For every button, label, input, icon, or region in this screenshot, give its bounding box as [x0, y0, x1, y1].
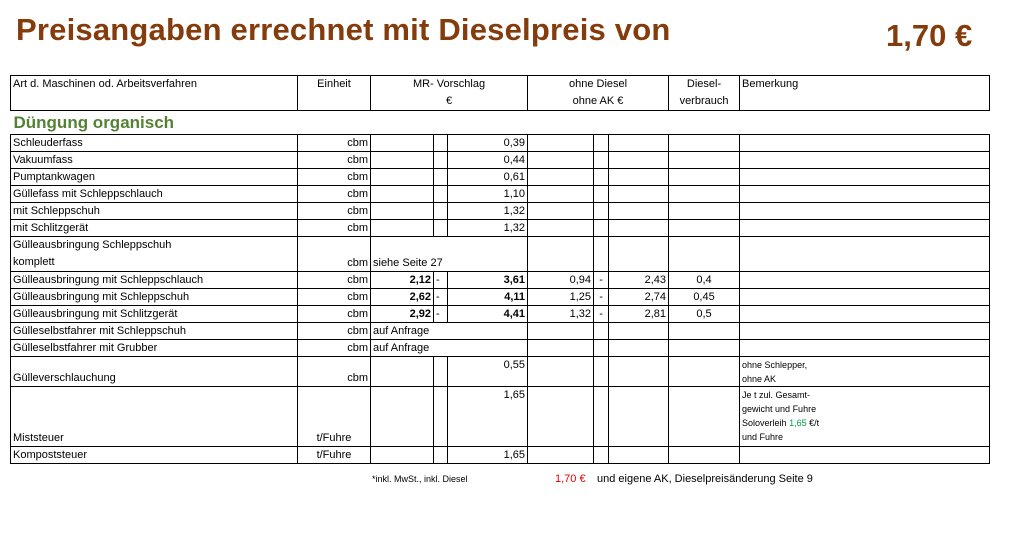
footnote-price: 1,70 €	[555, 473, 586, 485]
page-title: Preisangaben errechnet mit Dieselpreis von	[16, 12, 671, 47]
row-price: 1,65	[448, 387, 528, 447]
row-unit: cbm	[298, 357, 371, 387]
row-price: 0,55	[448, 357, 528, 387]
row-unit: cbm	[298, 306, 371, 323]
row-price: 0,61	[448, 169, 528, 186]
row-name: Vakuumfass	[11, 152, 298, 169]
row-name: Gülleausbringung mit Schleppschuh	[11, 289, 298, 306]
row-name: Pumptankwagen	[11, 169, 298, 186]
row-name: Miststeuer	[11, 387, 298, 447]
table-row	[11, 169, 990, 186]
row-name: Gülleausbringung mit Schleppschlauch	[11, 272, 298, 289]
row-price: 1,32	[448, 220, 528, 237]
row-diesel: 0,4	[669, 272, 740, 289]
header-row-1	[11, 76, 990, 94]
row-price-to: 3,61	[448, 272, 528, 289]
row-name: Güllefass mit Schleppschlauch	[11, 186, 298, 203]
row-unit: cbm	[298, 203, 371, 220]
row-name: Gülleselbstfahrer mit Schleppschuh	[11, 323, 298, 340]
row-price: 1,10	[448, 186, 528, 203]
row-dash: -	[434, 289, 448, 306]
row-od-to: 2,74	[609, 289, 669, 306]
header-ohne-diesel: ohne Diesel	[528, 76, 669, 94]
table-row	[11, 323, 990, 340]
header-bemerkung: Bemerkung	[740, 76, 990, 94]
row-od-to: 2,81	[609, 306, 669, 323]
row-unit: t/Fuhre	[298, 387, 371, 447]
row-note: auf Anfrage	[371, 340, 528, 357]
row-price-to: 4,11	[448, 289, 528, 306]
row-unit: cbm	[298, 237, 371, 272]
row-unit: t/Fuhre	[298, 447, 371, 464]
row-note: auf Anfrage	[371, 323, 528, 340]
table-row	[11, 387, 990, 447]
row-unit: cbm	[298, 152, 371, 169]
footnote-incl: *inkl. MwSt., inkl. Diesel	[372, 474, 468, 484]
row-unit: cbm	[298, 169, 371, 186]
row-od-to: 2,43	[609, 272, 669, 289]
row-unit: cbm	[298, 220, 371, 237]
row-dash: -	[434, 306, 448, 323]
row-price-from: 2,62	[371, 289, 434, 306]
row-name: Gülleverschlauchung	[11, 357, 298, 387]
table-row	[11, 272, 990, 289]
section-title: Düngung organisch	[11, 111, 990, 135]
row-od-from: 1,32	[528, 306, 594, 323]
row-diesel: 0,45	[669, 289, 740, 306]
row-name: Schleuderfass	[11, 135, 298, 152]
footnote-rest: und eigene AK, Dieselpreisänderung Seite 9	[597, 473, 813, 485]
table-row	[11, 186, 990, 203]
table-row	[11, 237, 990, 272]
row-price: 0,39	[448, 135, 528, 152]
price-table	[10, 75, 990, 464]
row-name: Gülleselbstfahrer mit Grubber	[11, 340, 298, 357]
row-od-from: 0,94	[528, 272, 594, 289]
row-name: mit Schleppschuh	[11, 203, 298, 220]
row-price-to: 4,41	[448, 306, 528, 323]
table-row	[11, 289, 990, 306]
row-unit: cbm	[298, 289, 371, 306]
header-diesel: Diesel-	[669, 76, 740, 94]
row-diesel: 0,5	[669, 306, 740, 323]
row-note: siehe Seite 27	[371, 237, 528, 272]
row-dash: -	[434, 272, 448, 289]
row-unit: cbm	[298, 272, 371, 289]
table-row	[11, 306, 990, 323]
header-row-2	[11, 93, 990, 111]
row-price: 1,32	[448, 203, 528, 220]
section-heading-row	[11, 111, 990, 135]
row-dash: -	[594, 306, 609, 323]
row-remark: Je t zul. Gesamt- gewicht und Fuhre Soloverleih 1,65 €/t und Fuhre	[740, 387, 990, 447]
row-unit: cbm	[298, 323, 371, 340]
table-row	[11, 357, 990, 387]
row-price-from: 2,12	[371, 272, 434, 289]
table-row	[11, 152, 990, 169]
row-unit: cbm	[298, 135, 371, 152]
table-row	[11, 340, 990, 357]
row-name: Kompoststeuer	[11, 447, 298, 464]
table-row	[11, 135, 990, 152]
header-verbrauch: verbrauch	[669, 93, 740, 111]
header-ohne-ak: ohne AK €	[528, 93, 669, 111]
header-mr-unit: €	[371, 93, 528, 111]
table-row	[11, 447, 990, 464]
row-remark: ohne Schlepper, ohne AK	[740, 357, 990, 387]
diesel-price: 1,70 €	[886, 18, 973, 53]
row-dash: -	[594, 272, 609, 289]
row-unit: cbm	[298, 340, 371, 357]
row-name: mit Schlitzgerät	[11, 220, 298, 237]
row-name: Gülleausbringung Schleppschuh komplett	[11, 237, 298, 272]
header-einheit: Einheit	[298, 76, 371, 94]
table-row	[11, 220, 990, 237]
table-row	[11, 203, 990, 220]
row-price: 0,44	[448, 152, 528, 169]
row-name: Gülleausbringung mit Schlitzgerät	[11, 306, 298, 323]
row-dash: -	[594, 289, 609, 306]
solo-price: 1,65	[789, 418, 807, 428]
row-price-from: 2,92	[371, 306, 434, 323]
row-price: 1,65	[448, 447, 528, 464]
row-od-from: 1,25	[528, 289, 594, 306]
row-unit: cbm	[298, 186, 371, 203]
header-art: Art d. Maschinen od. Arbeitsverfahren	[11, 76, 298, 94]
header-mr: MR- Vorschlag	[371, 76, 528, 94]
